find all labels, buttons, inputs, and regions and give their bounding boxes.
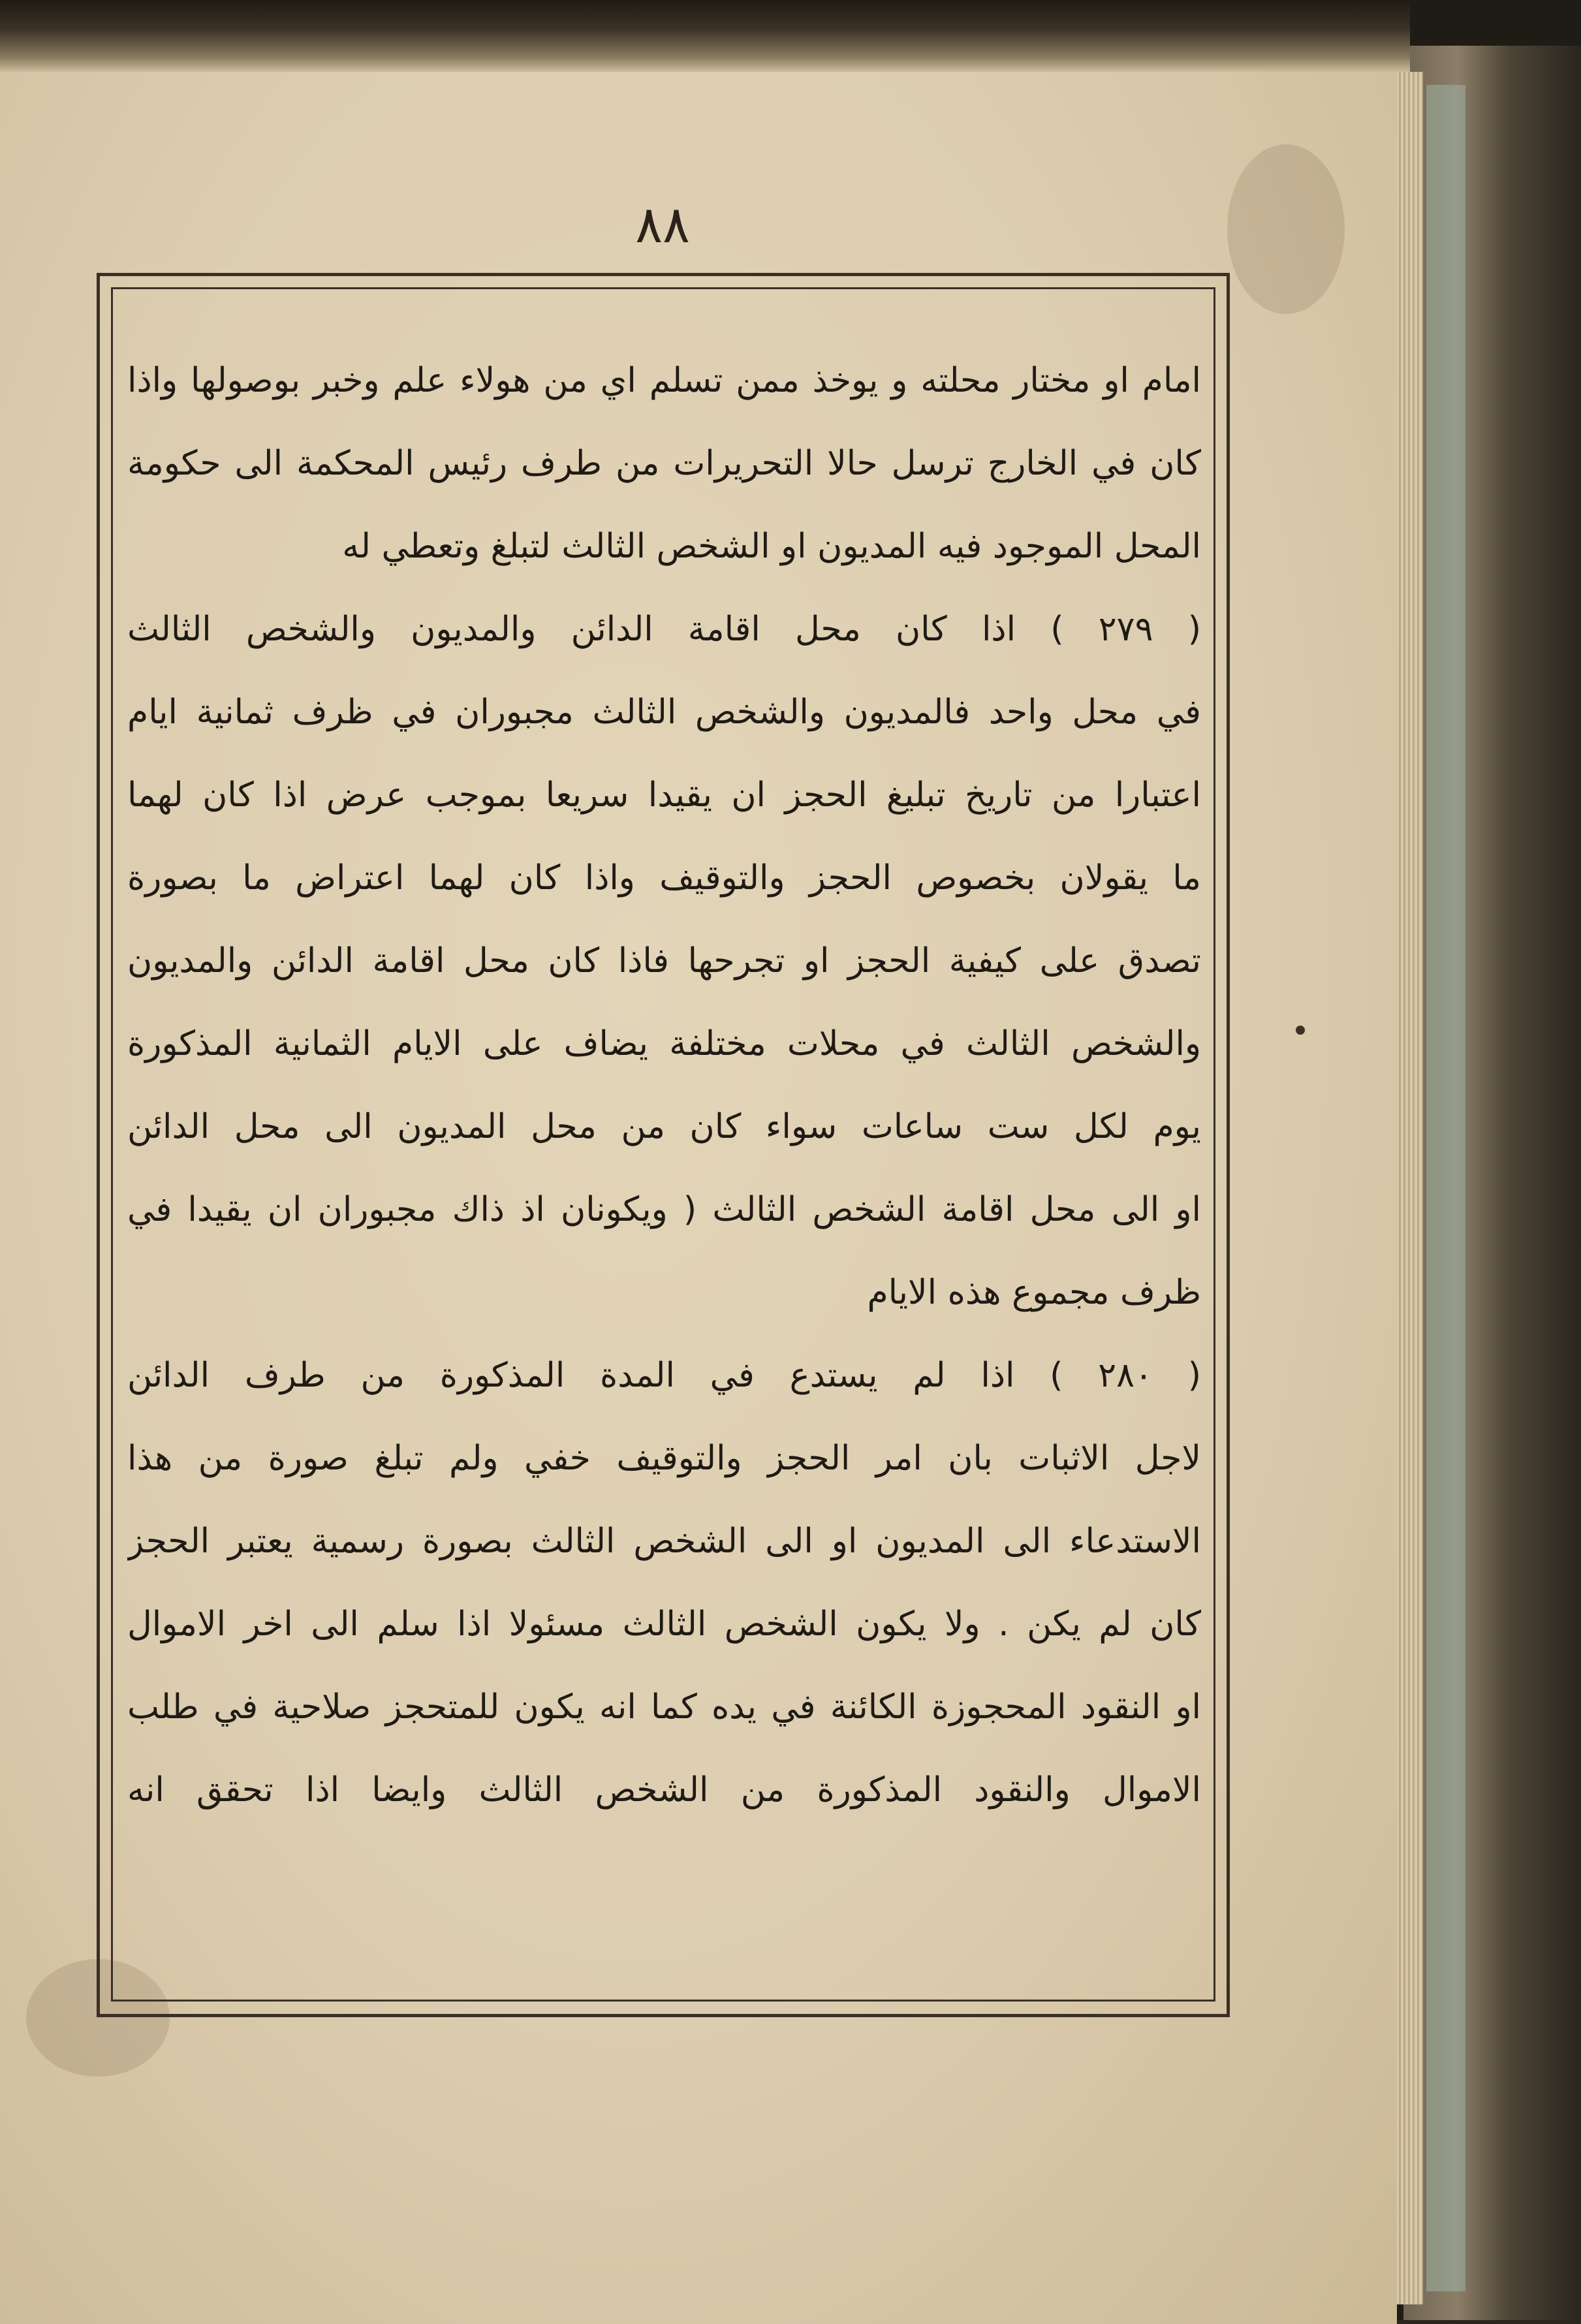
text-line: امام او مختار محلته و يوخذ ممن تسلم اي من هولاء علم وخبر بوصولها واذا [127,361,1201,400]
text-line: كان لم يكن . ولا يكون الشخص الثالث مسئولا اذا سلم الى اخر الاموال [127,1605,1201,1644]
text-line: تصدق على كيفية الحجز او تجرحها فاذا كان محل اقامة الدائن والمديون [127,941,1201,981]
text-line: في محل واحد فالمديون والشخص الثالث مجبوران في ظرف ثمانية ايام [127,693,1201,732]
text-line: اعتبارا من تاريخ تبليغ الحجز ان يقيدا سريعا بموجب عرض اذا كان لهما [127,776,1201,815]
text-line: ( ٢٧٩ ) اذا كان محل اقامة الدائن والمديون والشخص الثالث [127,610,1201,649]
text-line: المحل الموجود فيه المديون او الشخص الثالث لتبلغ وتعطي له [342,527,1201,566]
text-line: او الى محل اقامة الشخص الثالث ( ويكونان اذ ذاك مجبوران ان يقيدا في [127,1190,1201,1229]
cover-cloth-strip [1426,85,1465,2291]
paper-stain [1227,144,1345,314]
text-line: كان في الخارج ترسل حالا التحريرات من طرف رئيس المحكمة الى حكومة [127,444,1201,483]
page-top-shadow [0,0,1410,72]
text-line: ما يقولان بخصوص الحجز والتوقيف واذا كان لهما اعتراض ما بصورة [127,858,1201,898]
text-line: او النقود المحجوزة الكائنة في يده كما انه يكون للمتحجز صلاحية في طلب [127,1688,1201,1727]
text-line: والشخص الثالث في محلات مختلفة يضاف على الايام الثمانية المذكورة [127,1024,1201,1063]
text-line: ظرف مجموع هذه الايام [867,1273,1201,1312]
text-line: الاستدعاء الى المديون او الى الشخص الثالث بصورة رسمية يعتبر الحجز [127,1522,1201,1561]
ink-spot [1296,1026,1305,1035]
body-text [127,339,1201,1832]
text-line: ( ٢٨٠ ) اذا لم يستدع في المدة المذكورة من طرف الدائن [127,1356,1201,1395]
page-number: ٨٨ [635,196,690,255]
text-line: يوم لكل ست ساعات سواء كان من محل المديون الى محل الدائن [127,1107,1201,1146]
text-line: لاجل الاثبات بان امر الحجز والتوقيف خفي ولم تبلغ صورة من هذا [127,1439,1201,1478]
text-line: الاموال والنقود المذكورة من الشخص الثالث وايضا اذا تحقق انه [127,1770,1201,1810]
